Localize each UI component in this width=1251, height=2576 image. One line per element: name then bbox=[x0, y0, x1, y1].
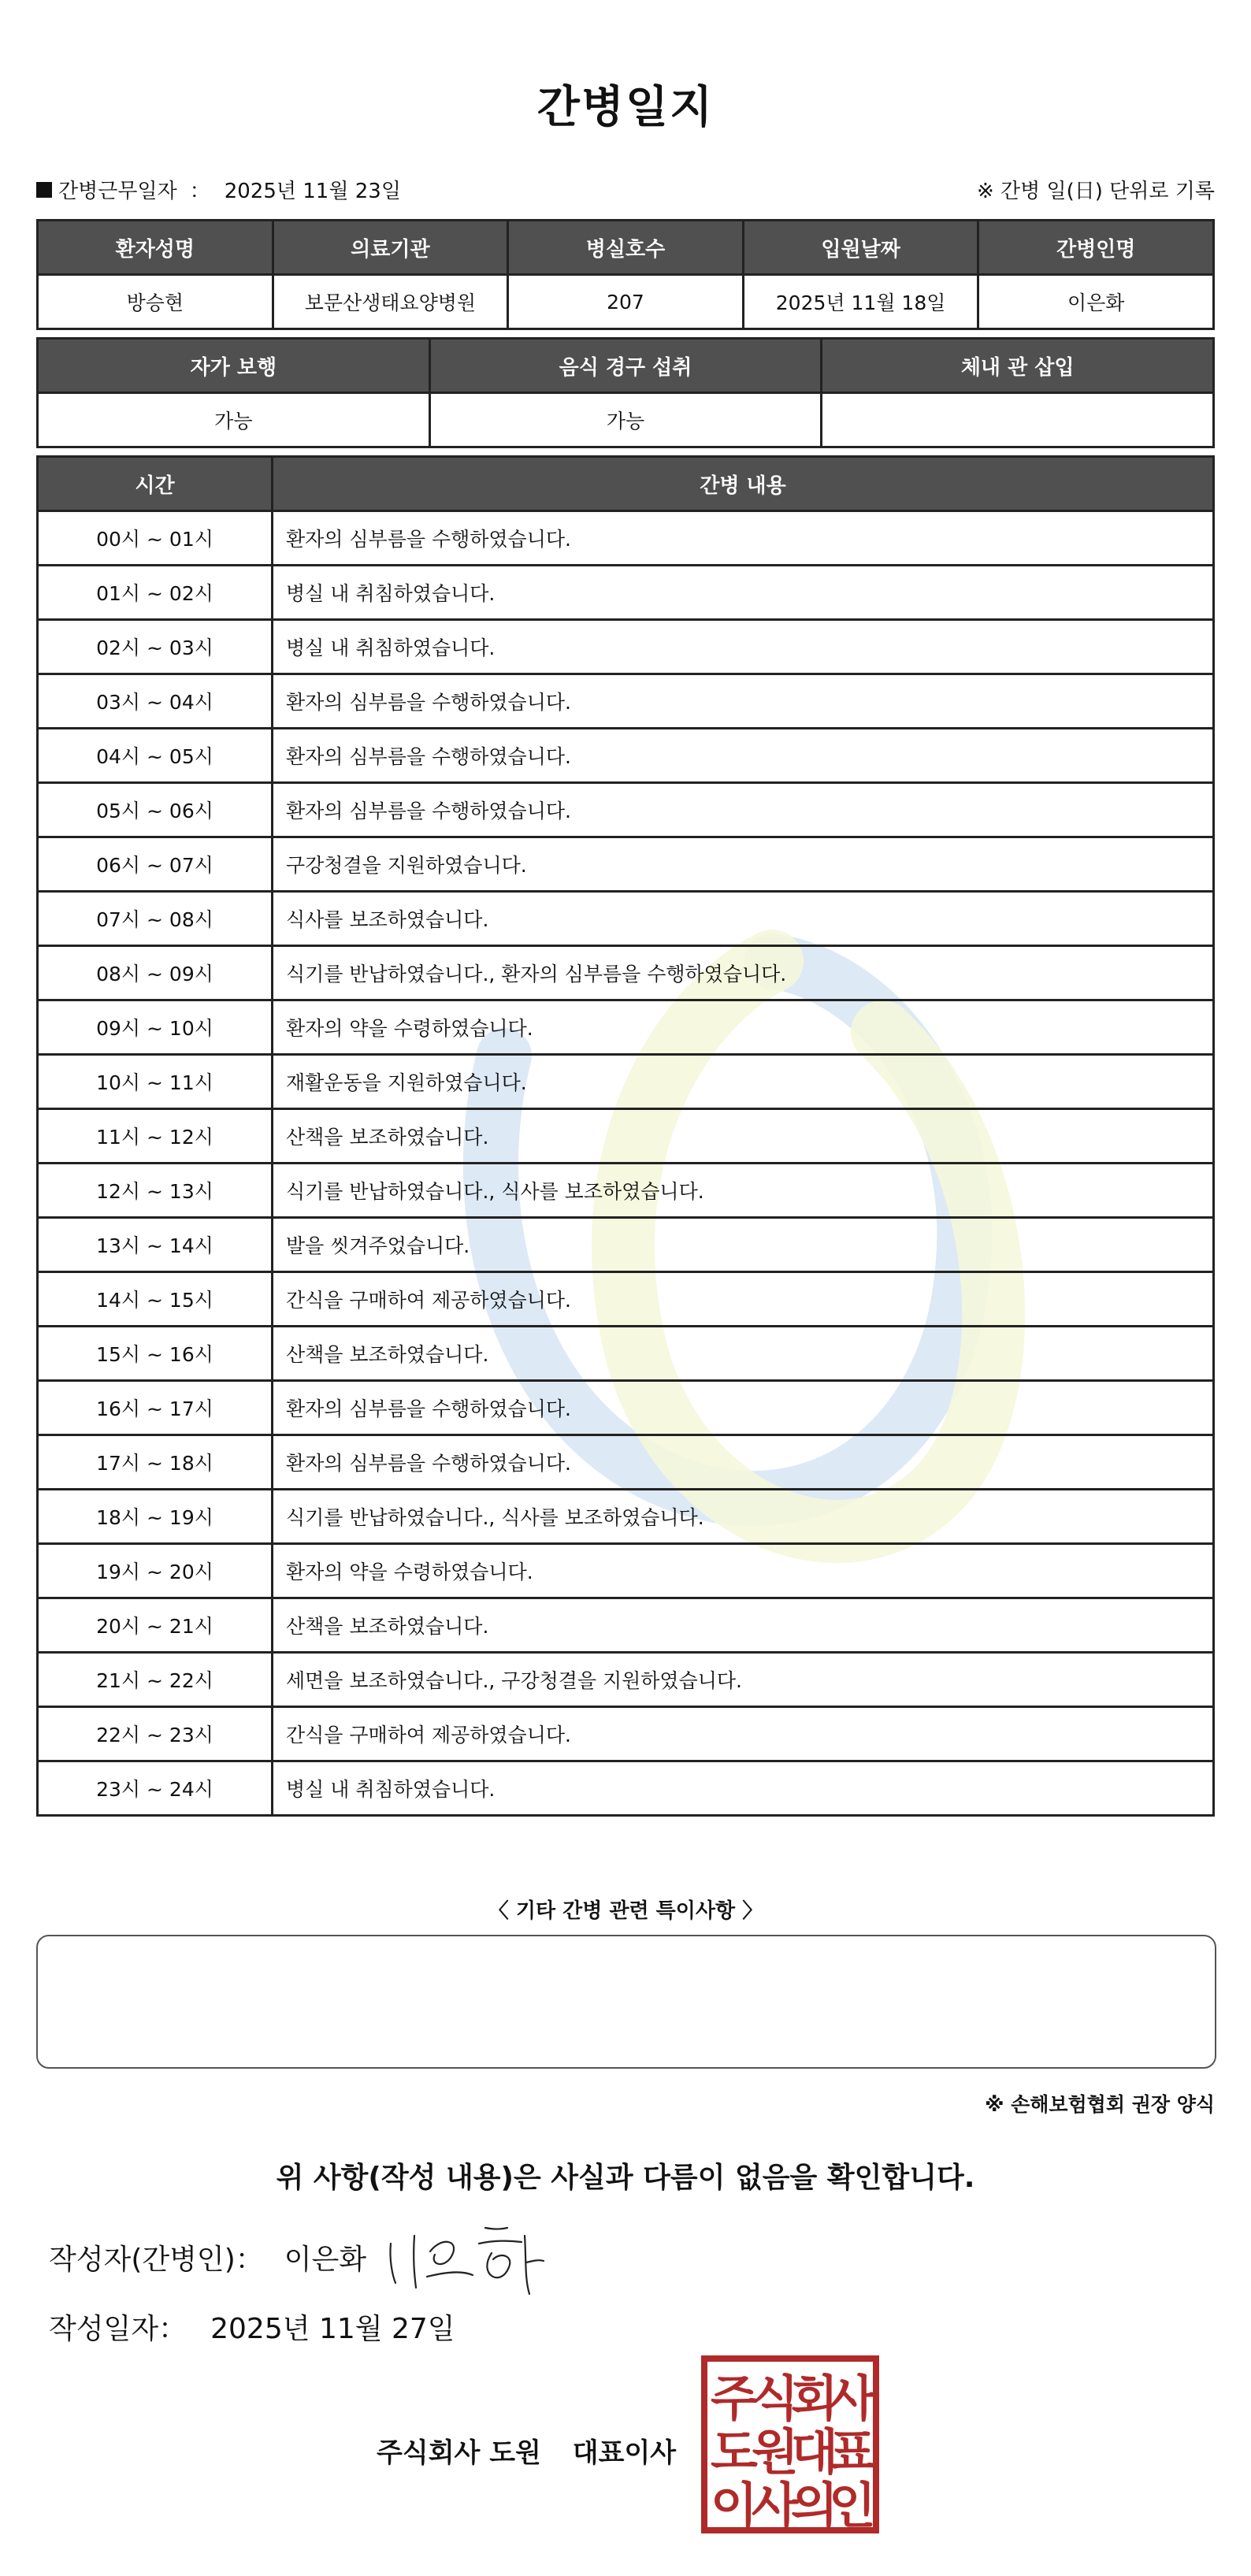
care-log-content: 환자의 심부름을 수행하였습니다. bbox=[273, 511, 1214, 566]
care-log-row bbox=[38, 1272, 1214, 1327]
care-log-time: 20시 ~ 21시 bbox=[38, 1598, 273, 1653]
notes-box bbox=[36, 1935, 1216, 2069]
meta-row bbox=[36, 175, 1215, 206]
care-log-content: 환자의 심부름을 수행하였습니다. bbox=[273, 1435, 1214, 1490]
care-log-content: 간식을 구매하여 제공하였습니다. bbox=[273, 1707, 1214, 1761]
self-walking-header: 자가 보행 bbox=[38, 339, 430, 393]
care-log-row bbox=[38, 1598, 1214, 1653]
admission-date-value: 2025년 11월 18일 bbox=[743, 275, 978, 329]
patient-status-value-row bbox=[38, 393, 1214, 447]
square-bullet-icon bbox=[36, 182, 52, 198]
care-log-content: 환자의 약을 수령하였습니다. bbox=[273, 1544, 1214, 1598]
oral-intake-header: 음식 경구 섭취 bbox=[429, 339, 822, 393]
record-unit-note: ※ 간병 일(日) 단위로 기록 bbox=[976, 180, 1215, 203]
admission-date-header: 입원날짜 bbox=[743, 221, 978, 275]
handwritten-signature bbox=[375, 2212, 548, 2299]
company-signature-line bbox=[377, 2431, 676, 2470]
care-log-row bbox=[38, 1707, 1214, 1761]
written-date-value: 2025년 11월 27일 bbox=[210, 2313, 455, 2345]
care-log-time: 04시 ~ 05시 bbox=[38, 729, 273, 783]
care-log-time: 14시 ~ 15시 bbox=[38, 1272, 273, 1327]
care-log-content: 구강청결을 지원하였습니다. bbox=[273, 837, 1214, 892]
care-log-time: 21시 ~ 22시 bbox=[38, 1653, 273, 1707]
care-log-time: 00시 ~ 01시 bbox=[38, 511, 273, 566]
care-log-body bbox=[38, 511, 1214, 1816]
svg-text:대: 대 bbox=[791, 2423, 838, 2481]
care-log-row bbox=[38, 1653, 1214, 1707]
care-log-time: 11시 ~ 12시 bbox=[38, 1109, 273, 1164]
caregiver-name-header: 간병인명 bbox=[978, 221, 1214, 275]
care-log-row bbox=[38, 1435, 1214, 1490]
care-log-time: 03시 ~ 04시 bbox=[38, 674, 273, 729]
care-log-row bbox=[38, 566, 1214, 620]
svg-text:인: 인 bbox=[829, 2477, 876, 2534]
svg-text:사: 사 bbox=[829, 2370, 876, 2427]
svg-text:이: 이 bbox=[711, 2477, 758, 2534]
care-log-content: 간식을 구매하여 제공하였습니다. bbox=[273, 1272, 1214, 1327]
author-name: 이은화 bbox=[284, 2244, 367, 2276]
patient-info-header-row bbox=[38, 221, 1214, 275]
room-number-value: 207 bbox=[508, 275, 744, 329]
care-log-content: 세면을 보조하였습니다., 구강청결을 지원하였습니다. bbox=[273, 1653, 1214, 1707]
care-log-content: 산책을 보조하였습니다. bbox=[273, 1598, 1214, 1653]
care-log-row bbox=[38, 1544, 1214, 1598]
svg-text:사: 사 bbox=[752, 2477, 799, 2534]
care-log-content: 환자의 심부름을 수행하였습니다. bbox=[273, 729, 1214, 783]
oral-intake-value: 가능 bbox=[429, 393, 822, 447]
tube-insertion-header: 체내 관 삽입 bbox=[822, 339, 1214, 393]
care-log-time: 12시 ~ 13시 bbox=[38, 1164, 273, 1218]
confirmation-statement: 위 사항(작성 내용)은 사실과 다름이 없음을 확인합니다. bbox=[276, 2162, 975, 2194]
care-log-content: 산책을 보조하였습니다. bbox=[273, 1327, 1214, 1381]
time-header: 시간 bbox=[38, 457, 273, 511]
care-log-row bbox=[38, 1218, 1214, 1272]
care-log-row bbox=[38, 1164, 1214, 1218]
self-walking-value: 가능 bbox=[38, 393, 430, 447]
care-log-time: 17시 ~ 18시 bbox=[38, 1435, 273, 1490]
care-log-time: 18시 ~ 19시 bbox=[38, 1490, 273, 1544]
svg-text:의: 의 bbox=[791, 2477, 838, 2534]
work-date-group bbox=[36, 175, 401, 204]
work-date-separator: ： bbox=[189, 180, 210, 203]
care-log-header-row bbox=[38, 457, 1214, 511]
care-log-time: 06시 ~ 07시 bbox=[38, 837, 273, 892]
care-log-time: 16시 ~ 17시 bbox=[38, 1381, 273, 1435]
svg-text:식: 식 bbox=[752, 2370, 799, 2427]
svg-text:원: 원 bbox=[752, 2423, 799, 2481]
care-log-row bbox=[38, 946, 1214, 1000]
author-row bbox=[49, 2237, 366, 2277]
care-log-time: 10시 ~ 11시 bbox=[38, 1055, 273, 1109]
written-date-row bbox=[49, 2307, 455, 2347]
care-log-row bbox=[38, 674, 1214, 729]
care-log-time: 19시 ~ 20시 bbox=[38, 1544, 273, 1598]
patient-name-value: 방승현 bbox=[38, 275, 273, 329]
care-log-row bbox=[38, 837, 1214, 892]
care-log-row bbox=[38, 729, 1214, 783]
content-header: 간병 내용 bbox=[273, 457, 1214, 511]
care-log-time: 02시 ~ 03시 bbox=[38, 620, 273, 674]
care-log-content: 환자의 심부름을 수행하였습니다. bbox=[273, 674, 1214, 729]
care-log-table bbox=[36, 455, 1215, 1817]
care-log-content: 병실 내 취침하였습니다. bbox=[273, 1761, 1214, 1816]
care-log-row bbox=[38, 1761, 1214, 1816]
care-log-time: 15시 ~ 16시 bbox=[38, 1327, 273, 1381]
hospital-value: 보문산생태요양병원 bbox=[273, 275, 508, 329]
care-log-content: 병실 내 취침하였습니다. bbox=[273, 620, 1214, 674]
care-log-content: 재활운동을 지원하였습니다. bbox=[273, 1055, 1214, 1109]
document-title: 간병일지 bbox=[536, 82, 715, 133]
care-log-row bbox=[38, 511, 1214, 566]
author-label: 작성자(간병인)： bbox=[49, 2244, 264, 2276]
care-log-row bbox=[38, 1000, 1214, 1055]
care-log-row bbox=[38, 1055, 1214, 1109]
notes-title: 〈 기타 간병 관련 특이사항 〉 bbox=[488, 1899, 763, 1923]
care-log-content: 식기를 반납하였습니다., 식사를 보조하였습니다. bbox=[273, 1164, 1214, 1218]
care-log-content: 산책을 보조하였습니다. bbox=[273, 1109, 1214, 1164]
care-log-time: 22시 ~ 23시 bbox=[38, 1707, 273, 1761]
care-log-content: 환자의 심부름을 수행하였습니다. bbox=[273, 1381, 1214, 1435]
hospital-header: 의료기관 bbox=[273, 221, 508, 275]
patient-status-header-row bbox=[38, 339, 1214, 393]
care-log-row bbox=[38, 783, 1214, 837]
work-date-label: 간병근무일자 bbox=[58, 180, 177, 203]
svg-text:도: 도 bbox=[711, 2423, 758, 2481]
care-log-content: 식사를 보조하였습니다. bbox=[273, 892, 1214, 946]
care-log-time: 07시 ~ 08시 bbox=[38, 892, 273, 946]
care-log-content: 병실 내 취침하였습니다. bbox=[273, 566, 1214, 620]
company-representative-title: 대표이사 bbox=[572, 2437, 677, 2469]
care-log-row bbox=[38, 1109, 1214, 1164]
svg-text:회: 회 bbox=[791, 2370, 838, 2427]
care-log-content: 식기를 반납하였습니다., 환자의 심부름을 수행하였습니다. bbox=[273, 946, 1214, 1000]
care-log-row bbox=[38, 892, 1214, 946]
patient-info-table bbox=[36, 219, 1215, 330]
svg-text:주: 주 bbox=[711, 2370, 758, 2427]
care-log-time: 09시 ~ 10시 bbox=[38, 1000, 273, 1055]
company-seal-stamp bbox=[700, 2354, 881, 2535]
care-log-time: 05시 ~ 06시 bbox=[38, 783, 273, 837]
svg-text:표: 표 bbox=[829, 2423, 876, 2481]
care-log-time: 08시 ~ 09시 bbox=[38, 946, 273, 1000]
care-log-content: 식기를 반납하였습니다., 식사를 보조하였습니다. bbox=[273, 1490, 1214, 1544]
room-number-header: 병실호수 bbox=[508, 221, 744, 275]
patient-info-value-row bbox=[38, 275, 1214, 329]
patient-name-header: 환자성명 bbox=[38, 221, 273, 275]
care-log-row bbox=[38, 1381, 1214, 1435]
work-date-value: 2025년 11월 23일 bbox=[224, 180, 401, 203]
care-log-time: 23시 ~ 24시 bbox=[38, 1761, 273, 1816]
care-log-time: 13시 ~ 14시 bbox=[38, 1218, 273, 1272]
care-log-content: 환자의 약을 수령하였습니다. bbox=[273, 1000, 1214, 1055]
written-date-label: 작성일자： bbox=[49, 2313, 187, 2345]
patient-status-table bbox=[36, 337, 1215, 448]
care-log-row bbox=[38, 620, 1214, 674]
care-log-row bbox=[38, 1327, 1214, 1381]
tube-insertion-value bbox=[822, 393, 1214, 447]
caregiver-name-value: 이은화 bbox=[978, 275, 1214, 329]
company-name: 주식회사 도원 bbox=[377, 2437, 541, 2469]
care-log-content: 발을 씻겨주었습니다. bbox=[273, 1218, 1214, 1272]
care-log-content: 환자의 심부름을 수행하였습니다. bbox=[273, 783, 1214, 837]
recommended-form-note: ※ 손해보험협회 권장 양식 bbox=[985, 2093, 1215, 2116]
care-log-time: 01시 ~ 02시 bbox=[38, 566, 273, 620]
care-log-row bbox=[38, 1490, 1214, 1544]
